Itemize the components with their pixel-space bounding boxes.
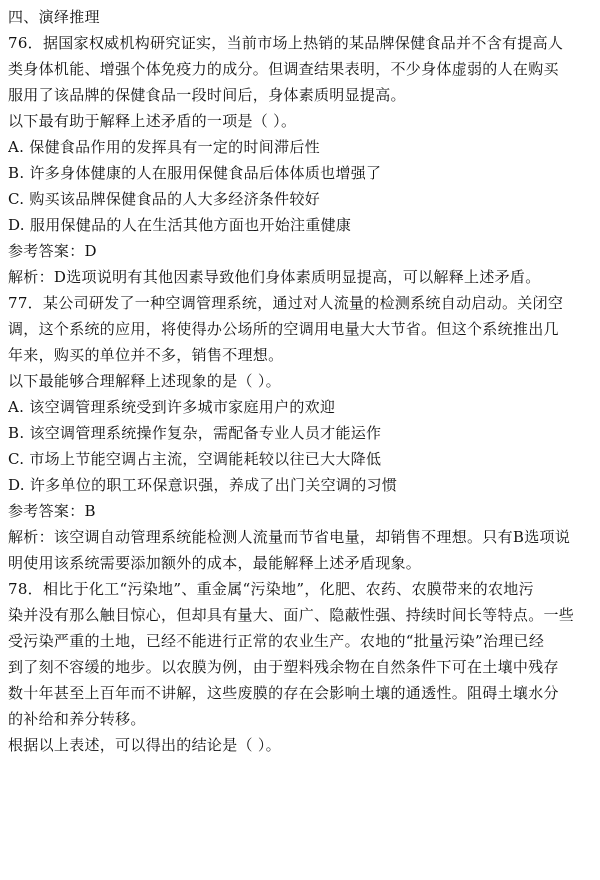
question-78-text-line: 到了刻不容缓的地步。以农膜为例，由于塑料残余物在自然条件下可在土壤中残存 [8,658,559,676]
question-77-option-b: B. 该空调管理系统操作复杂，需配备专业人员才能运作 [8,424,382,442]
question-76-answer: 参考答案：D [8,242,97,260]
question-78-text-line: 的补给和养分转移。 [8,710,146,728]
question-78 [8,576,594,758]
question-78-text-line: 受污染严重的土地，已经不能进行正常的农业生产。农地的“批量污染”治理已经 [8,632,545,650]
question-76-option-a: A. 保健食品作用的发挥具有一定的时间滞后性 [8,138,320,156]
question-76-option-c: C. 购买该品牌保健食品的人大多经济条件较好 [8,190,321,208]
question-77-text-line: 调，这个系统的应用，将使得办公场所的空调用电量大大节省。但这个系统推出几 [8,320,559,338]
question-76-text-line: 类身体机能、增强个体免疫力的成分。但调查结果表明，不少身体虚弱的人在购买 [8,60,559,78]
question-77 [8,290,594,576]
question-77-analysis-line: 解析：该空调自动管理系统能检测人流量而节省电量，却销售不理想。只有B选项说 [8,528,571,546]
question-78-text-line: 78．相比于化工“污染地”、重金属“污染地”，化肥、农药、农膜带来的农地污 [8,580,534,598]
question-76 [8,30,594,290]
question-77-text-line: 77．某公司研发了一种空调管理系统，通过对人流量的检测系统自动启动。关闭空 [8,294,564,312]
question-77-analysis-line: 明使用该系统需要添加额外的成本，最能解释上述矛盾现象。 [8,554,422,572]
question-77-answer: 参考答案：B [8,502,96,520]
question-77-text-line: 年来，购买的单位并不多，销售不理想。 [8,346,284,364]
section-title: 四、演绎推理 [8,8,100,26]
question-76-option-d: D. 服用保健品的人在生活其他方面也开始注重健康 [8,216,352,234]
question-76-option-b: B. 许多身体健康的人在服用保健食品后体体质也增强了 [8,164,382,182]
question-78-text-line: 染并没有那么触目惊心，但却具有量大、面广、隐蔽性强、持续时间长等特点。一些 [8,606,575,624]
question-76-analysis: 解析：D选项说明有其他因素导致他们身体素质明显提高，可以解释上述矛盾。 [8,268,541,286]
question-77-option-c: C. 市场上节能空调占主流，空调能耗较以往已大大降低 [8,450,382,468]
question-76-prompt: 以下最有助于解释上述矛盾的一项是（ ）。 [8,112,297,130]
question-76-text-line: 76．据国家权威机构研究证实，当前市场上热销的某品牌保健食品并不含有提高人 [8,34,564,52]
document-page [8,4,594,758]
question-77-prompt: 以下最能够合理解释上述现象的是（ ）。 [8,372,281,390]
question-78-text-line: 数十年甚至上百年而不讲解，这些废膜的存在会影响土壤的通透性。阻碍土壤水分 [8,684,559,702]
question-78-prompt: 根据以上表述，可以得出的结论是（ ）。 [8,736,281,754]
question-76-text-line: 服用了该品牌的保健食品一段时间后，身体素质明显提高。 [8,86,406,104]
question-77-option-a: A. 该空调管理系统受到许多城市家庭用户的欢迎 [8,398,336,416]
question-77-option-d: D. 许多单位的职工环保意识强，养成了出门关空调的习惯 [8,476,398,494]
